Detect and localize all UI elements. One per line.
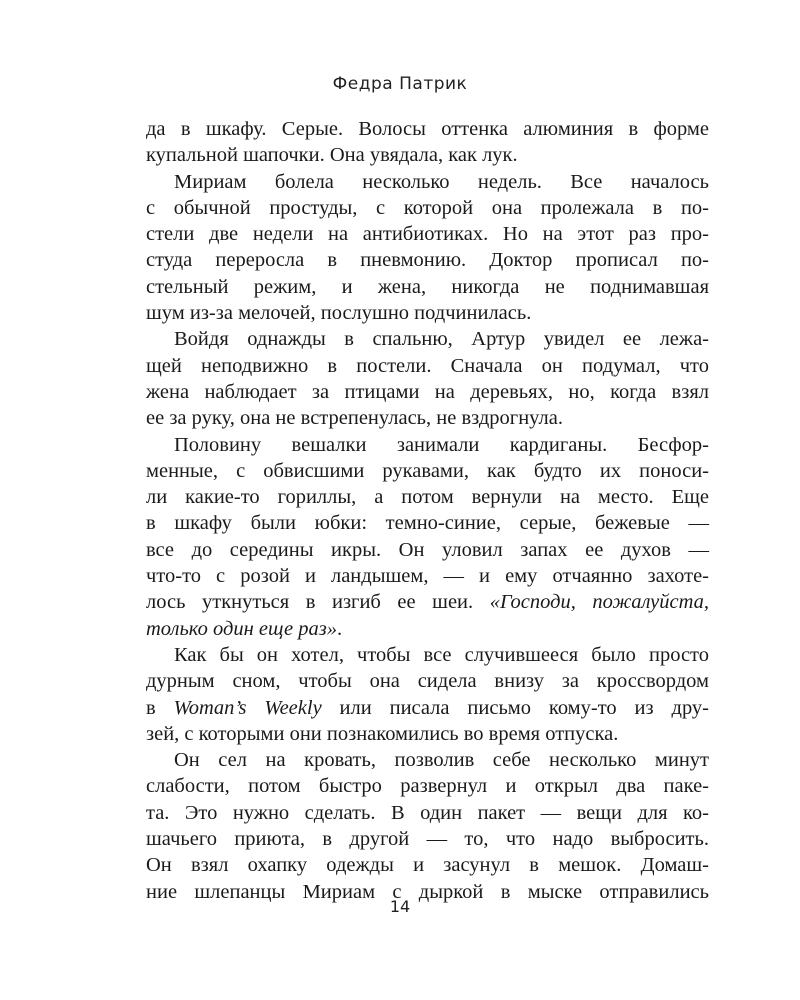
text-run: лось уткнуться в изгиб ее шеи.	[146, 591, 490, 614]
text-run: .	[336, 617, 343, 640]
text-line: в шкафу были юбки: темно-синие, серые, бежевые —	[146, 512, 709, 535]
text-line: Половину вешалки занимали кардиганы. Бесфор-	[174, 433, 709, 456]
text-line: Он взял охапку одежды и засунул в мешок. Домаш-	[146, 854, 709, 877]
text-run: в	[146, 696, 174, 719]
text-line: Как бы он хотел, чтобы все случившееся было просто	[174, 643, 709, 666]
text-line: зей, с которыми они познакомились во время отпуска.	[146, 722, 619, 745]
text-line	[146, 589, 709, 615]
text-line: что-то с розой и ландышем, — и ему отчаянно захоте-	[146, 565, 709, 588]
text-line: Он сел на кровать, позволив себе несколько минут	[174, 749, 709, 772]
text-line: да в шкафу. Серые. Волосы оттенка алюминия в форме	[146, 118, 709, 140]
text-line: менные, с обвисшими рукавами, как будто их поноси-	[146, 459, 709, 482]
text-line: стели две недели на антибиотиках. Но на этот раз про-	[146, 223, 709, 246]
text-line	[146, 616, 709, 642]
text-line: щей неподвижно в постели. Сначала он подумал, что	[146, 354, 709, 377]
text-line: шачьего приюта, в другой — то, что надо выбросить.	[146, 828, 709, 851]
text-line: с обычной простуды, с которой она пролежала в по-	[146, 196, 709, 219]
text-line: ее за руку, она не встрепенулась, не вздрогнула.	[146, 407, 563, 430]
text-line: купальной шапочки. Она увядала, как лук.	[146, 144, 518, 167]
text-line: все до середины икры. Он уловил запах ее духов —	[146, 538, 709, 561]
body-text	[146, 116, 709, 905]
page-number: 14	[389, 897, 411, 916]
text-line: слабости, потом быстро развернул и открыл два паке-	[146, 775, 709, 798]
italic-text-run: только один еще раз»	[146, 617, 337, 640]
text-line: ние шлепанцы Мириам с дыркой в мыске отправились	[146, 880, 709, 903]
italic-text-run: Woman’s Weekly	[173, 696, 322, 719]
text-line: студа переросла в пневмонию. Доктор прописал по-	[146, 249, 709, 272]
italic-text-run: «Господи, пожалуйста,	[489, 591, 709, 614]
text-line: Войдя однажды в спальню, Артур увидел ее лежа-	[174, 328, 709, 351]
text-line	[146, 695, 709, 721]
text-line: дурным сном, чтобы она сидела внизу за кроссвордом	[146, 670, 709, 693]
running-head: Федра Патрик	[332, 74, 468, 94]
text-run: или писала письмо кому-то из дру-	[321, 696, 709, 719]
text-line: шум из-за мелочей, послушно подчинилась.	[146, 302, 532, 325]
text-line: жена наблюдает за птицами на деревьях, но, когда взял	[146, 380, 709, 403]
text-line: стельный режим, и жена, никогда не поднимавшая	[146, 275, 709, 298]
text-line: та. Это нужно сделать. В один пакет — вещи для ко-	[146, 801, 709, 824]
text-line: Мириам болела несколько недель. Все началось	[174, 170, 709, 193]
text-line: ли какие-то гориллы, а потом вернули на место. Еще	[146, 486, 709, 509]
